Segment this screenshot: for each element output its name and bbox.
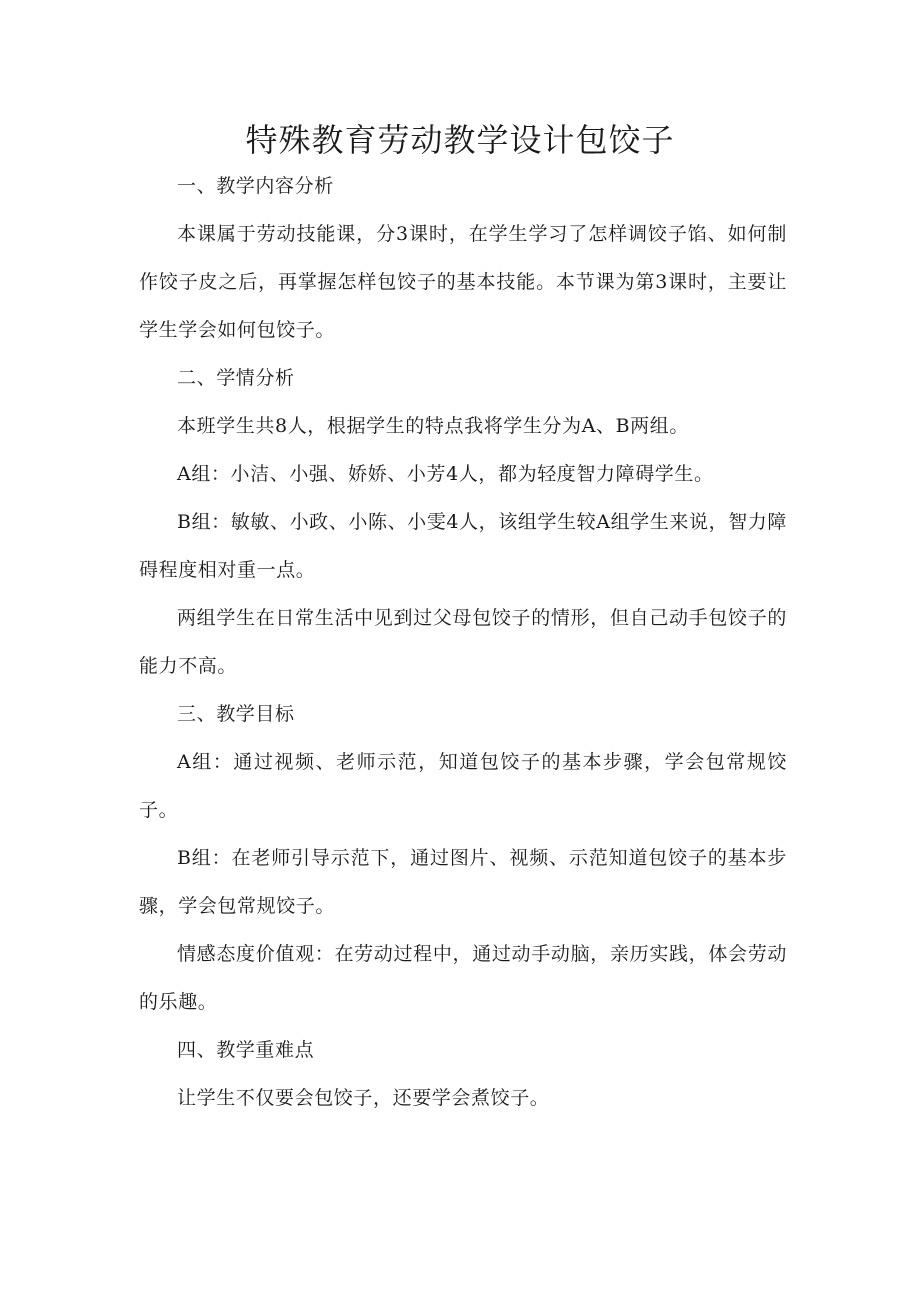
document-title: 特殊教育劳动教学设计包饺子 bbox=[245, 121, 675, 159]
document-body bbox=[139, 162, 787, 1122]
paragraph-goal-group-a: A组：通过视频、老师示范，知道包饺子的基本步骤，学会包常规饺子。 bbox=[139, 751, 787, 821]
paragraph-goal-attitude: 情感态度价值观：在劳动过程中，通过动手动脑，亲历实践，体会劳动的乐趣。 bbox=[139, 943, 787, 1013]
paragraph-goal-group-b: B组：在老师引导示范下，通过图片、视频、示范知道包饺子的基本步骤，学会包常规饺子。 bbox=[139, 847, 787, 917]
paragraph-class-size: 本班学生共8人，根据学生的特点我将学生分为A、B两组。 bbox=[177, 415, 689, 437]
section-heading-key-points: 四、教学重难点 bbox=[177, 1039, 315, 1061]
paragraph-both-groups: 两组学生在日常生活中见到过父母包饺子的情形，但自己动手包饺子的能力不高。 bbox=[139, 607, 787, 677]
paragraph-key-points: 让学生不仅要会包饺子，还要学会煮饺子。 bbox=[177, 1087, 550, 1109]
section-heading-student-analysis: 二、学情分析 bbox=[177, 367, 295, 389]
section-heading-teaching-goals: 三、教学目标 bbox=[177, 703, 295, 725]
paragraph-group-a: A组：小洁、小强、娇娇、小芳4人，都为轻度智力障碍学生。 bbox=[177, 463, 714, 485]
paragraph-group-b: B组：敏敏、小政、小陈、小雯4人，该组学生较A组学生来说，智力障碍程度相对重一点。 bbox=[139, 511, 787, 581]
section-heading-content-analysis: 一、教学内容分析 bbox=[177, 175, 334, 197]
paragraph-content-analysis: 本课属于劳动技能课，分3课时，在学生学习了怎样调饺子馅、如何制作饺子皮之后，再掌握怎样包饺子的基本技能。本节课为第3课时，主要让学生学会如何包饺子。 bbox=[139, 223, 787, 341]
